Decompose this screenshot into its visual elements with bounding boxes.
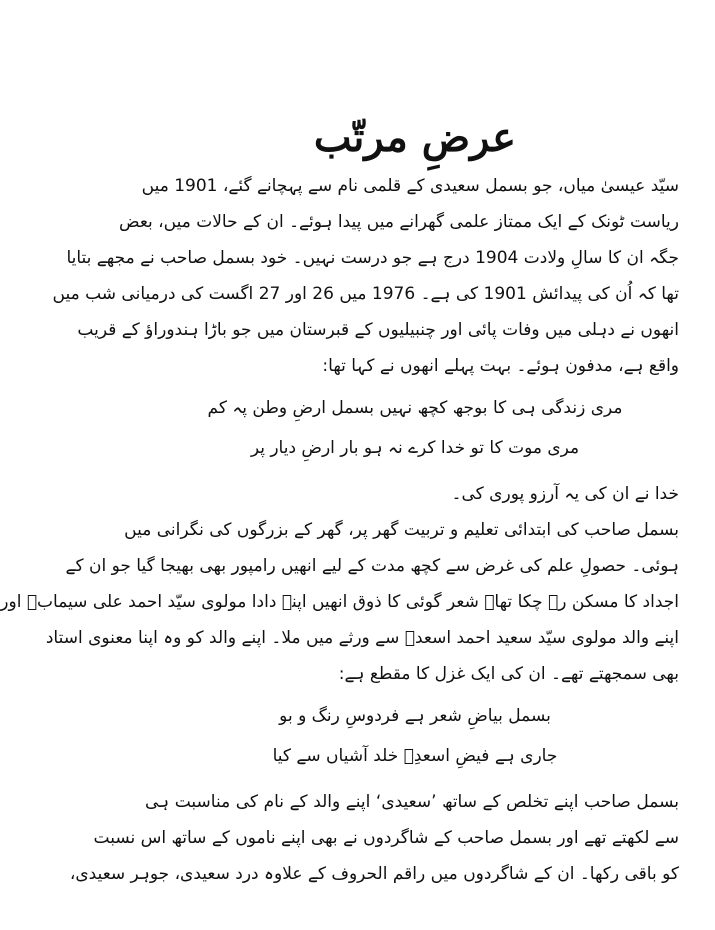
- paragraph-line: اجداد کا مسکن رہ چکا تھا۔ شعر گوئی کا ذوق انھیں اپنے دادا مولوی سیّد احمد علی سیمابؔ اور: [0, 592, 679, 612]
- paragraph-line: ہوئی۔ حصولِ علم کی غرض سے کچھ مدت کے لیے انھیں رامپور بھی بھیجا گیا جو ان کے: [65, 556, 679, 576]
- paragraph-line: انھوں نے دہلی میں وفات پائی اور چنبیلیوں کے قبرستان میں جو باڑا ہندوراؤ کے قریب: [77, 320, 679, 340]
- paragraph-line: خدا نے ان کی یہ آرزو پوری کی۔: [451, 484, 679, 504]
- paragraph-line: تھا کہ اُن کی پیدائش 1901 کی ہے۔ 1976 میں 26 اور 27 اگست کی درمیانی شب میں: [52, 284, 679, 304]
- paragraph-line: سیّد عیسیٰ میاں، جو بسمل سعیدی کے قلمی نام سے پہچانے گئے، 1901 میں: [141, 176, 679, 196]
- paragraph-line: واقع ہے، مدفون ہوئے۔ بہت پہلے انھوں نے کہا تھا:: [322, 356, 679, 376]
- paragraph-line: جگہ ان کا سالِ ولادت 1904 درج ہے جو درست نہیں۔ خود بسمل صاحب نے مجھے بتایا: [66, 248, 679, 268]
- couplet-line: مری زندگی ہی کا بوجھ کچھ نہیں بسمل ارضِ وطن پہ کم: [207, 398, 623, 418]
- paragraph-line: بسمل صاحب کی ابتدائی تعلیم و تربیت گھر پر، گھر کے بزرگوں کی نگرانی میں: [124, 520, 679, 540]
- paragraph-line: اپنے والد مولوی سیّد سعید احمد اسعدؔ سے ورثے میں ملا۔ اپنے والد کو وہ اپنا معنوی استاد: [45, 628, 679, 648]
- paragraph-line: بسمل صاحب اپنے تخلص کے ساتھ ’سعیدی‘ اپنے والد کے نام کی مناسبت ہی: [145, 792, 679, 812]
- paragraph-line: کو باقی رکھا۔ ان کے شاگردوں میں راقم الحروف کے علاوہ درد سعیدی، جوہر سعیدی،: [69, 864, 679, 884]
- paragraph-line: ریاست ٹونک کے ایک ممتاز علمی گھرانے میں پیدا ہوئے۔ ان کے حالات میں، بعض: [119, 212, 679, 232]
- paragraph-line: سے لکھتے تھے اور بسمل صاحب کے شاگردوں نے بھی اپنے ناموں کے ساتھ اس نسبت: [93, 828, 679, 848]
- couplet-line: جاری ہے فیضِ اسعدِؔ خلد آشیاں سے کیا: [272, 746, 558, 766]
- couplet-line: مری موت کا تو خدا کرے نہ ہو بار ارضِ دیار پر: [250, 438, 580, 458]
- page-title: عرضِ مرتّب: [313, 114, 517, 161]
- couplet-line: بسمل بیاضِ شعر ہے فردوسِ رنگ و بو: [279, 706, 551, 726]
- paragraph-line: بھی سمجھتے تھے۔ ان کی ایک غزل کا مقطع ہے:: [338, 664, 679, 684]
